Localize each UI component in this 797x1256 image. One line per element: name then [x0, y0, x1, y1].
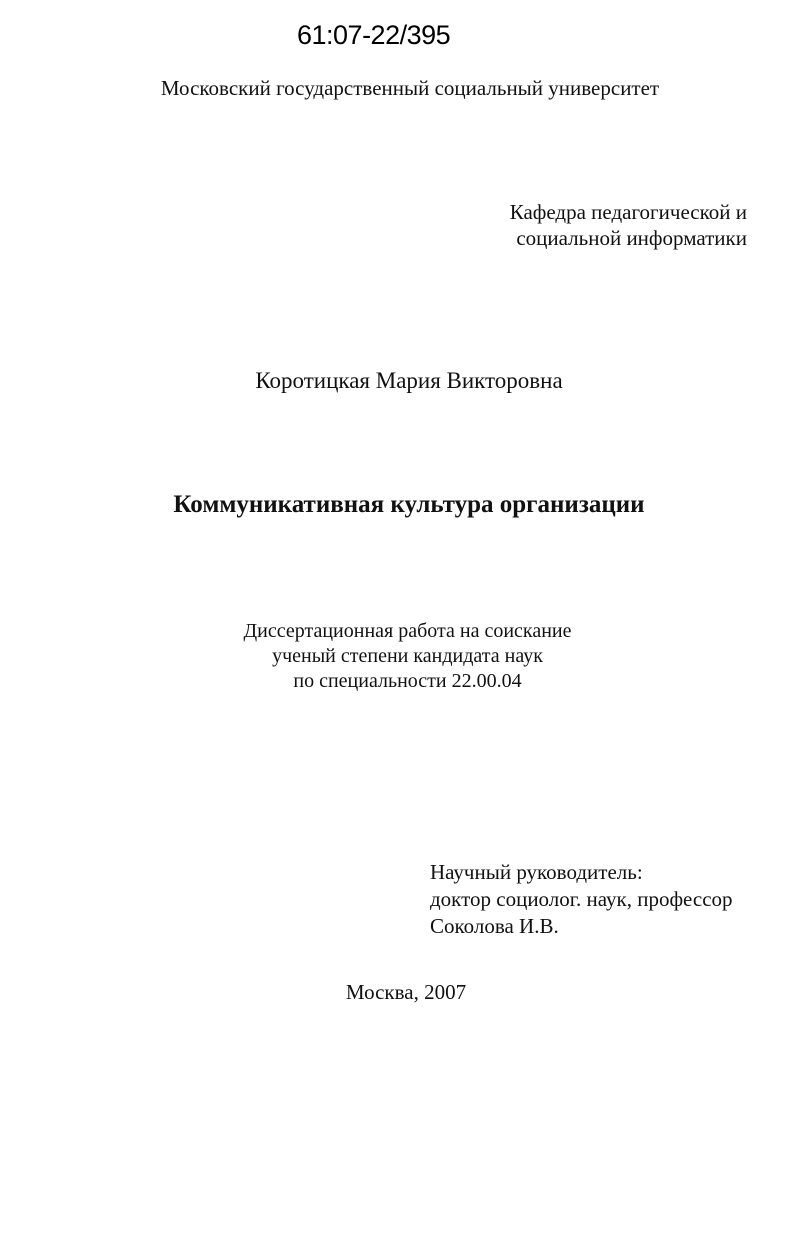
- supervisor-degree: доктор социолог. наук, профессор: [430, 887, 733, 911]
- author-name: Коротицкая Мария Викторовна: [255, 368, 563, 393]
- supervisor-name: Соколова И.В.: [430, 914, 559, 938]
- catalog-number: 61:07-22/395: [297, 20, 451, 50]
- place-and-year: Москва, 2007: [345, 980, 467, 1004]
- supervisor-block: [430, 859, 733, 940]
- department-line-2: социальной информатики: [516, 226, 747, 250]
- dissertation-line-2: ученый степени кандидата наук: [272, 645, 543, 667]
- supervisor-label: Научный руководитель:: [430, 860, 643, 884]
- dissertation-line-3: по специальности 22.00.04: [293, 670, 522, 692]
- department-block: [510, 199, 747, 251]
- university-name: Московский государственный социальный университет: [160, 76, 660, 100]
- dissertation-title: Коммуникативная культура организации: [173, 491, 645, 518]
- department-line-1: Кафедра педагогической и: [509, 200, 747, 224]
- dissertation-description: [0, 619, 797, 694]
- dissertation-line-1: Диссертационная работа на соискание: [243, 620, 572, 642]
